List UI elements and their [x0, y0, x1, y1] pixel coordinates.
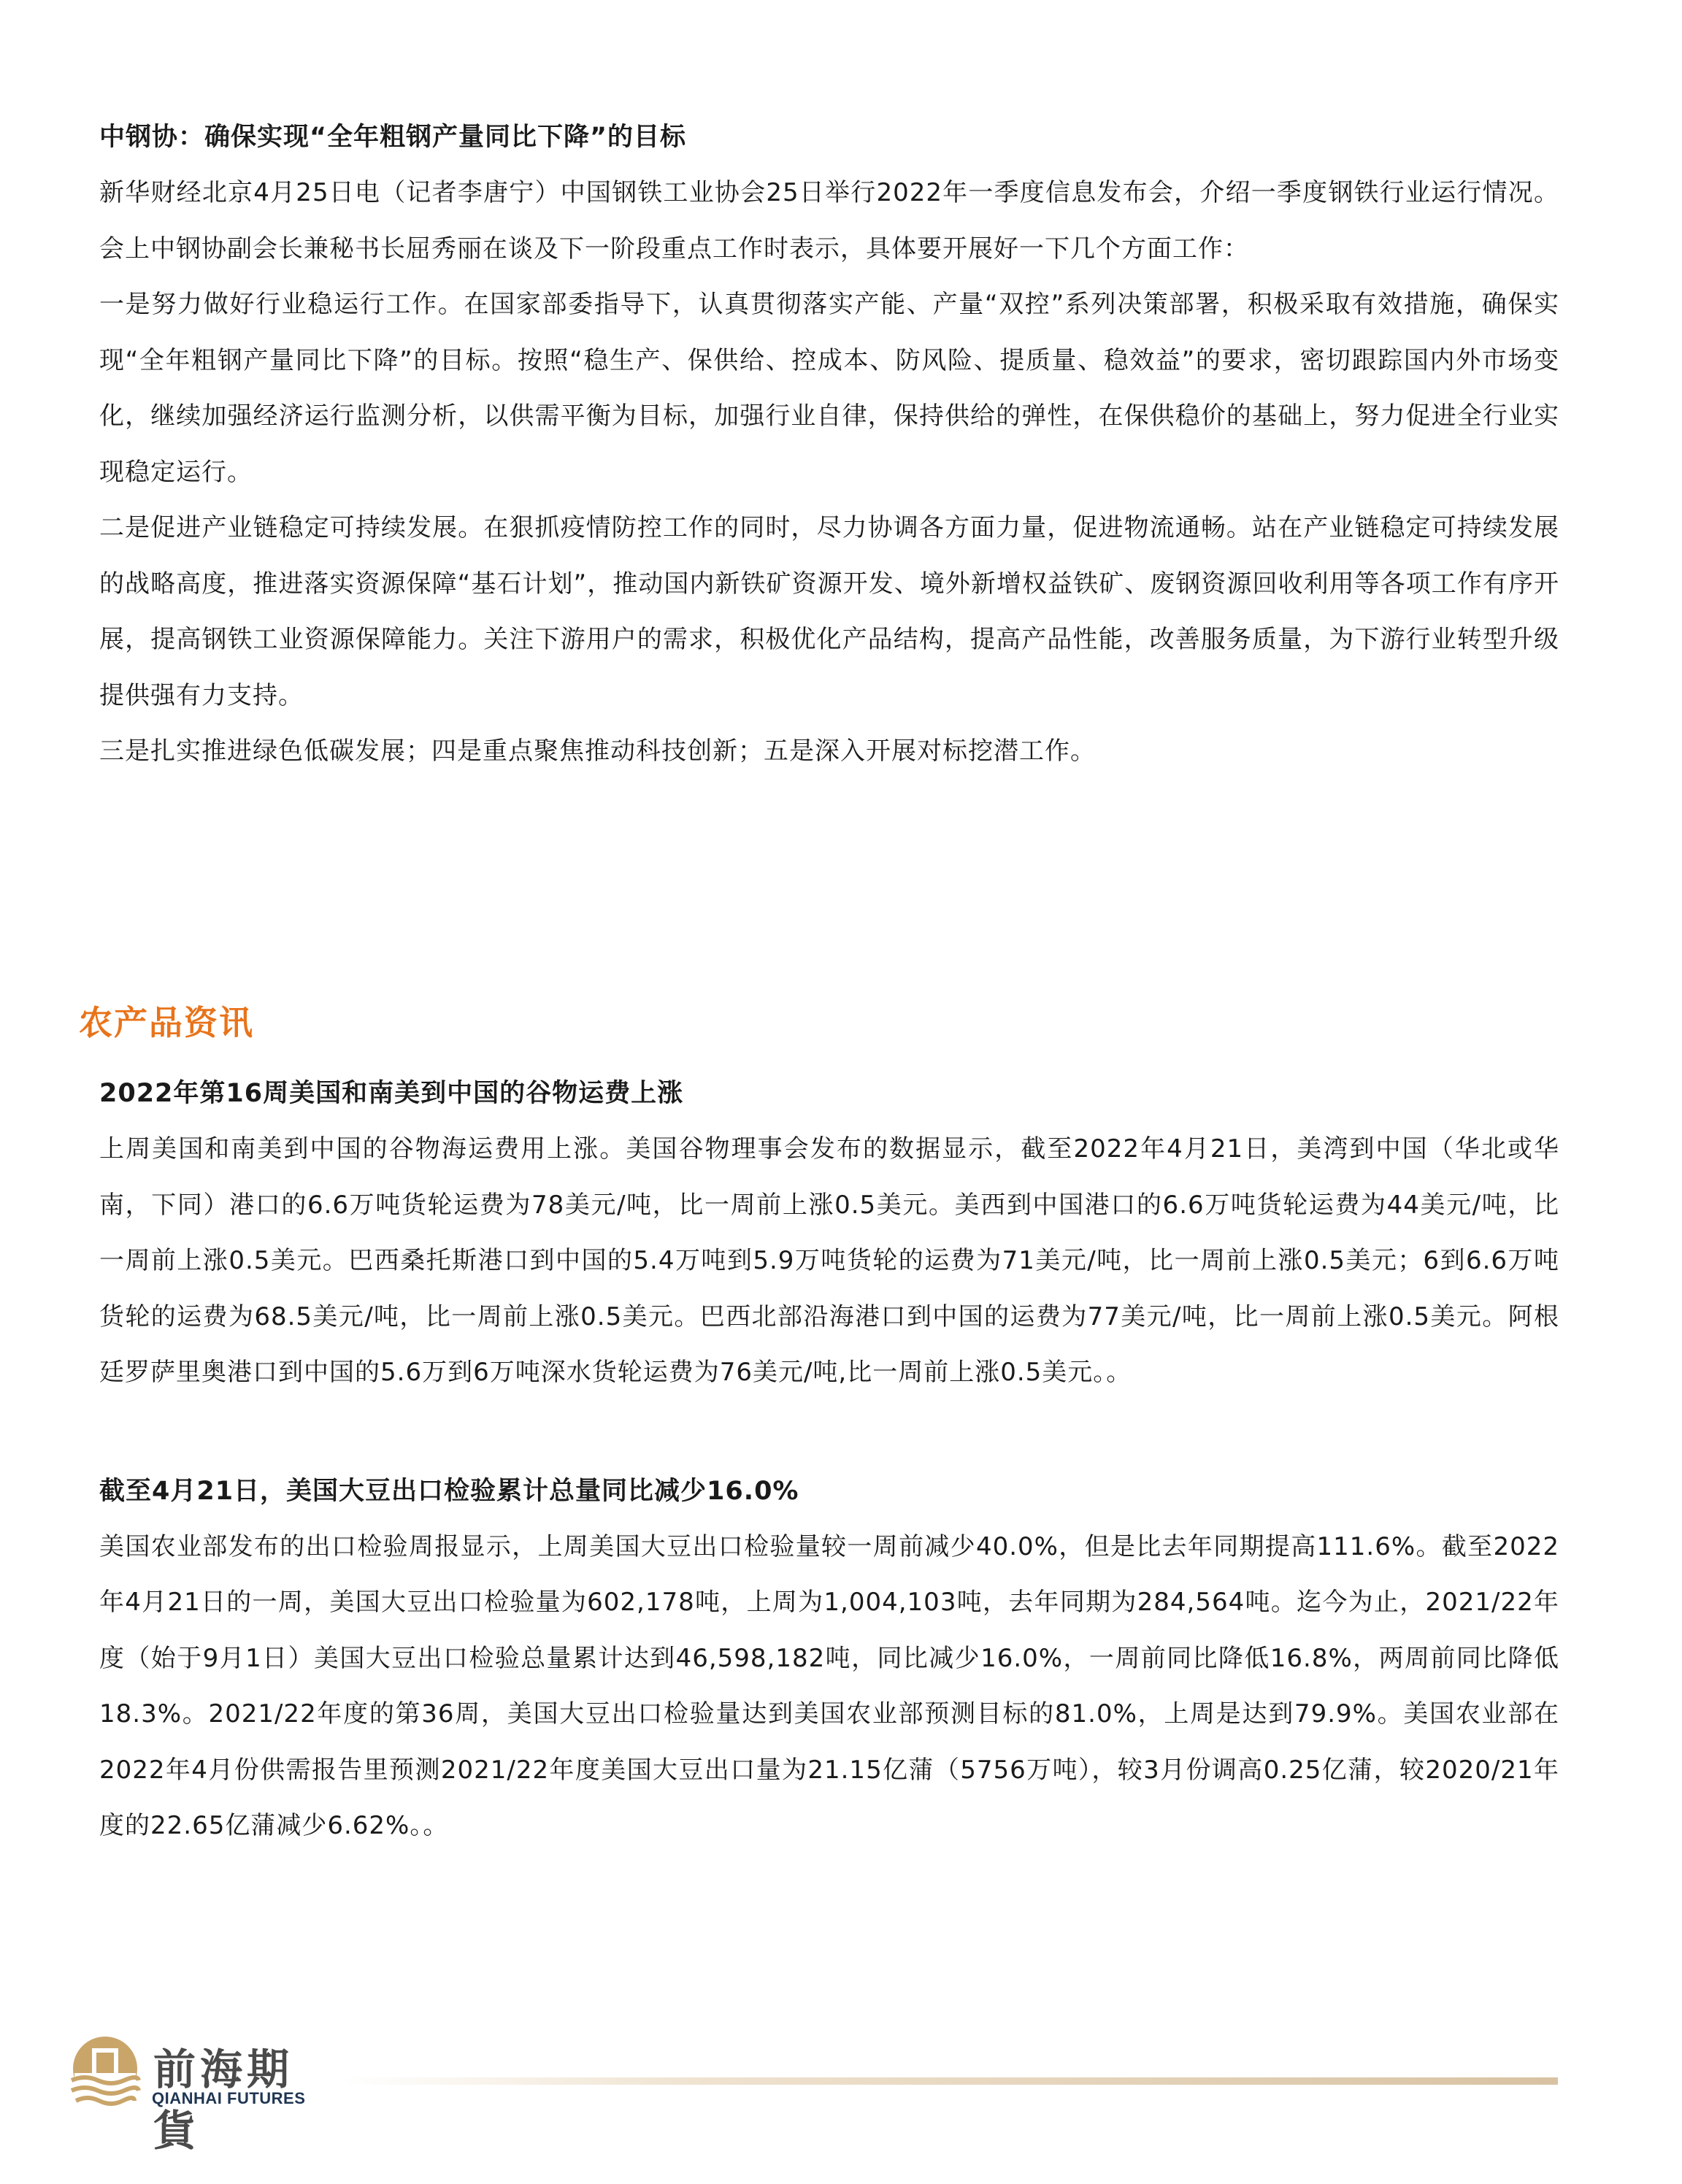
article-paragraph: 三是扎实推进绿色低碳发展；四是重点聚焦推动科技创新；五是深入开展对标挖潜工作。 — [99, 737, 1096, 766]
company-logo — [64, 2032, 327, 2156]
logo-chinese-name: 前海期貨 — [153, 2045, 294, 2156]
footer-divider — [343, 2077, 1558, 2085]
logo-english-name: QIANHAI FUTURES — [152, 2089, 306, 2107]
article-paragraph: 新华财经北京4月25日电（记者李唐宁）中国钢铁工业协会25日举行2022年一季度信息发布会，介绍一季度钢铁行业运行情况。会上中钢协副会长兼秘书长屈秀丽在谈及下一阶段重点工作时表示，具体要开展好一下几个方面工作： — [99, 178, 1559, 264]
qianhai-logo-icon — [64, 2032, 146, 2112]
article-title: 2022年第16周美国和南美到中国的谷物运费上涨 — [99, 1079, 684, 1108]
agri-news — [99, 1066, 1559, 1854]
article-steel — [99, 109, 1559, 780]
article-title: 截至4月21日，美国大豆出口检验累计总量同比减少16.0% — [99, 1476, 799, 1506]
section-title: 农产品资讯 — [79, 1003, 254, 1042]
article-paragraph: 上周美国和南美到中国的谷物海运费用上涨。美国谷物理事会发布的数据显示，截至2022年4月21日，美湾到中国（华北或华南，下同）港口的6.6万吨货轮运费为78美元/吨，比一周前上涨0.5美元。美西到中国港口的6.6万吨货轮运费为44美元/吨，比一周前上涨0.5美元。巴西桑托斯港口到中国的5.4万吨到5.9万吨货轮的运费为71美元/吨，比一周前上涨0.5美元；6到6.6万吨货轮的运费为68.5美元/吨，比一周前上涨0.5美元。巴西北部沿海港口到中国的运费为77美元/吨，比一周前上涨0.5美元。阿根廷罗萨里奥港口到中国的5.6万到6万吨深水货轮运费为76美元/吨,比一周前上涨0.5美元。。 — [99, 1134, 1559, 1387]
article-title: 中钢协：确保实现“全年粗钢产量同比下降”的目标 — [99, 123, 687, 152]
article-paragraph: 二是促进产业链稳定可持续发展。在狠抓疫情防控工作的同时，尽力协调各方面力量，促进物流通畅。站在产业链稳定可持续发展的战略高度，推进落实资源保障“基石计划”，推动国内新铁矿资源开发、境外新增权益铁矿、废钢资源回收利用等各项工作有序开展，提高钢铁工业资源保障能力。关注下游用户的需求，积极优化产品结构，提高产品性能，改善服务质量，为下游行业转型升级提供强有力支持。 — [99, 513, 1559, 710]
article-paragraph: 一是努力做好行业稳运行工作。在国家部委指导下，认真贯彻落实产能、产量“双控”系列决策部署，积极采取有效措施，确保实现“全年粗钢产量同比下降”的目标。按照“稳生产、保供给、控成本、防风险、提质量、稳效益”的要求，密切跟踪国内外市场变化，继续加强经济运行监测分析，以供需平衡为目标，加强行业自律，保持供给的弹性，在保供稳价的基础上，努力促进全行业实现稳定运行。 — [99, 290, 1559, 487]
article-paragraph: 美国农业部发布的出口检验周报显示，上周美国大豆出口检验量较一周前减少40.0%，但是比去年同期提高111.6%。截至2022年4月21日的一周，美国大豆出口检验量为602,178吨，上周为1,004,103吨，去年同期为284,564吨。迄今为止，2021/22年度（始于9月1日）美国大豆出口检验总量累计达到46,598,182吨，同比减少16.0%，一周前同比降低16.8%，两周前同比降低18.3%。2021/22年度的第36周，美国大豆出口检验量达到美国农业部预测目标的81.0%，上周是达到79.9%。美国农业部在2022年4月份供需报告里预测2021/22年度美国大豆出口量为21.15亿蒲（5756万吨），较3月份调高0.25亿蒲，较2020/21年度的22.65亿蒲减少6.62%。。 — [99, 1531, 1559, 1840]
